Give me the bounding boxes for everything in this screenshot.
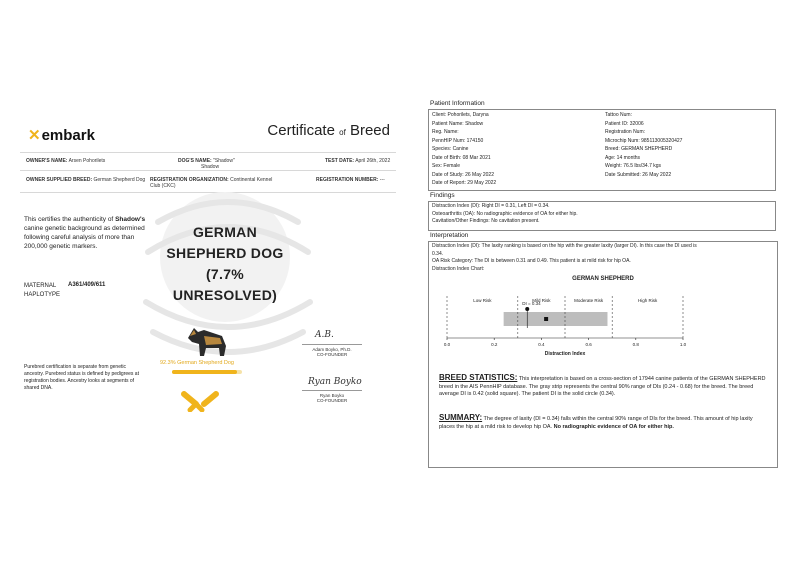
patient-row [429,171,775,180]
interpretation-line: Distraction Index (DI): The laxity ranking is based on the hip with the greater laxity (larger DI). In this case the DI used is [432,243,697,249]
breed-range-band [504,312,608,326]
patient-row [429,179,775,188]
patient-row [429,111,775,120]
patient-cell: Patient ID: 32006 [605,120,644,127]
patient-cell: Client: Pohorilets, Daryna [432,112,489,118]
breed-statistics: BREED STATISTICS: This interpretation is based on a cross-section of 17944 canine patients of the GERMAN SHEPHERD breed in the AIS PennHIP database. The gray strip represents the central 90% range of DIs (0.24 - 0.68) for the breed. The breed average DI is 0.42 (solid square). The patient DI is the solid circle (0.34). [439,373,766,397]
certification-statement: This certifies the authenticity of Shadow's canine genetic background as determined following careful analysis of more than 200,000 genetic markers. [24,216,146,250]
finding-row: Cavitation/Other Findings: No cavitation present. [432,218,540,224]
breed-percentage-label: 92.3% German Shepherd Dog [160,360,234,366]
patient-cell: PennHIP Num: 174150 [432,137,484,144]
x-tick-label: 0.4 [538,342,545,347]
patient-cell: Age: 14 months [605,154,641,161]
patient-row [429,154,775,163]
divider [20,170,396,171]
distraction-index-chart [429,286,777,366]
patient-cell: Date of Birth: 08 Mar 2021 [432,154,491,161]
patient-cell: Date of Study: 26 May 2022 [432,171,494,178]
interpretation-box [428,241,778,468]
dogs-name: DOG'S NAME: "Shadow" [178,158,235,164]
risk-label: Low Risk [473,298,492,303]
patient-cell: Registration Num: [605,129,646,135]
patient-cell: Date Submitted: 26 May 2022 [605,171,672,178]
patient-cell: Patient Name: Shadow [432,120,484,127]
interpretation-line: 0.34. [432,250,444,257]
risk-label: Moderate Risk [574,298,604,303]
patient-cell: Tattoo Num: [605,112,632,118]
title-breed: Breed [349,122,390,139]
signer-ryan: Ryan Boyko CO-FOUNDER [316,393,348,403]
patient-info-table [428,109,776,191]
embark-mark-icon [180,390,220,412]
dogs-name-line2: Shadow [201,164,220,170]
patient-row [429,145,775,154]
patient-cell: Species: Canine [432,146,469,152]
x-axis-label: Distraction Index [544,351,586,357]
x-tick-label: 0.8 [632,342,639,347]
title-main: Certificate [267,122,335,139]
x-tick-label: 0.6 [585,342,592,347]
breed-percentage-bar [172,370,237,374]
patient-cell: Weight: 76.5 lbs/34.7 kgs [605,163,662,169]
patient-row [429,137,775,146]
reg-org-line2: Club (CKC) [150,183,176,189]
interpretation-line: OA Risk Category: The DI is between 0.31 and 0.49. This patient is at mild risk for hip OA. [432,258,631,264]
patient-row [429,162,775,171]
signature-ryan-boyko: Ryan Boyko [308,377,362,387]
registration-number: REGISTRATION NUMBER: --- [316,177,385,183]
patient-row [429,128,775,137]
patient-cell [602,179,775,188]
patient-di-label: DI = 0.34 [522,301,541,306]
patient-cell: Microchip Num: 985113005320427 [605,137,683,144]
signature-line [302,390,362,391]
owner-supplied-breed: OWNER SUPPLIED BREED: German Shepherd Dog [26,177,146,183]
certificate-title [267,122,390,139]
breed-average-marker [544,317,548,321]
pennhip-report [428,98,778,468]
haplotype-label: MATERNAL [24,283,57,289]
interpretation-title: Interpretation [430,232,469,239]
risk-label: Mild Risk [532,298,551,303]
signature-line [302,344,362,345]
logo-text: embark [41,127,95,144]
chart-title: GERMAN SHEPHERD [572,276,634,282]
finding-row: Osteoarthritis (OA): No radiographic evidence of OA for either hip. [432,210,578,217]
maternal-haplotype [24,282,60,300]
patient-di-marker [525,307,529,311]
embark-logo-icon: ✕ [28,127,41,144]
test-date: TEST DATE: April 26th, 2022 [325,158,391,164]
haplotype-label-2: HAPLOTYPE [24,292,61,298]
x-tick-label: 0.0 [443,342,451,347]
registration-organization: REGISTRATION ORGANIZATION: Continental Kennel [150,177,273,183]
breed-certificate [20,112,396,422]
patient-cell: Sex: Female [432,163,461,169]
patient-row [429,120,775,129]
x-tick-label: 0.2 [491,342,498,347]
patient-cell: Breed: GERMAN SHEPHERD [605,146,673,152]
dog-illustration [182,318,232,360]
divider [20,152,396,153]
findings-title: Findings [430,192,455,199]
patient-info-title: Patient Information [430,100,485,107]
breed-percentage-track [172,370,242,374]
owner-name: OWNER'S NAME: Arsen Pohorilets [26,158,106,164]
breed-result: GERMAN SHEPHERD DOG (7.7% UNRESOLVED) [166,224,284,303]
embark-logo [28,126,95,144]
patient-cell: Reg. Name: [432,129,459,135]
signature-adam-boyko: A.B. [315,330,334,340]
purebred-footnote: Purebred certification is separate from genetic ancestry. Purebred status is defined by pedigrees at registration bodies. Ancestry looks at segments of shared DNA. [24,364,139,391]
summary: SUMMARY: The degree of laxity (DI = 0.34) falls within the central 90% range of DIs for the breed. This amount of hip laxity places the hip at a mild risk to develop hip OA. No radiographic evidence of OA for either hip. [439,413,753,430]
signer-adam: Adam Boyko, Ph.D. CO-FOUNDER [312,347,352,357]
findings-box [428,201,776,231]
x-tick-label: 1.0 [679,342,687,347]
risk-label: High Risk [637,298,658,303]
interpretation-line: Distraction Index Chart: [432,265,485,272]
haplotype-value: A361/409/611 [68,282,106,288]
patient-cell: Date of Report: 29 May 2022 [432,180,497,186]
title-of: of [339,128,346,137]
finding-row: Distraction Index (DI): Right DI = 0.31, Left DI = 0.34. [432,203,550,209]
